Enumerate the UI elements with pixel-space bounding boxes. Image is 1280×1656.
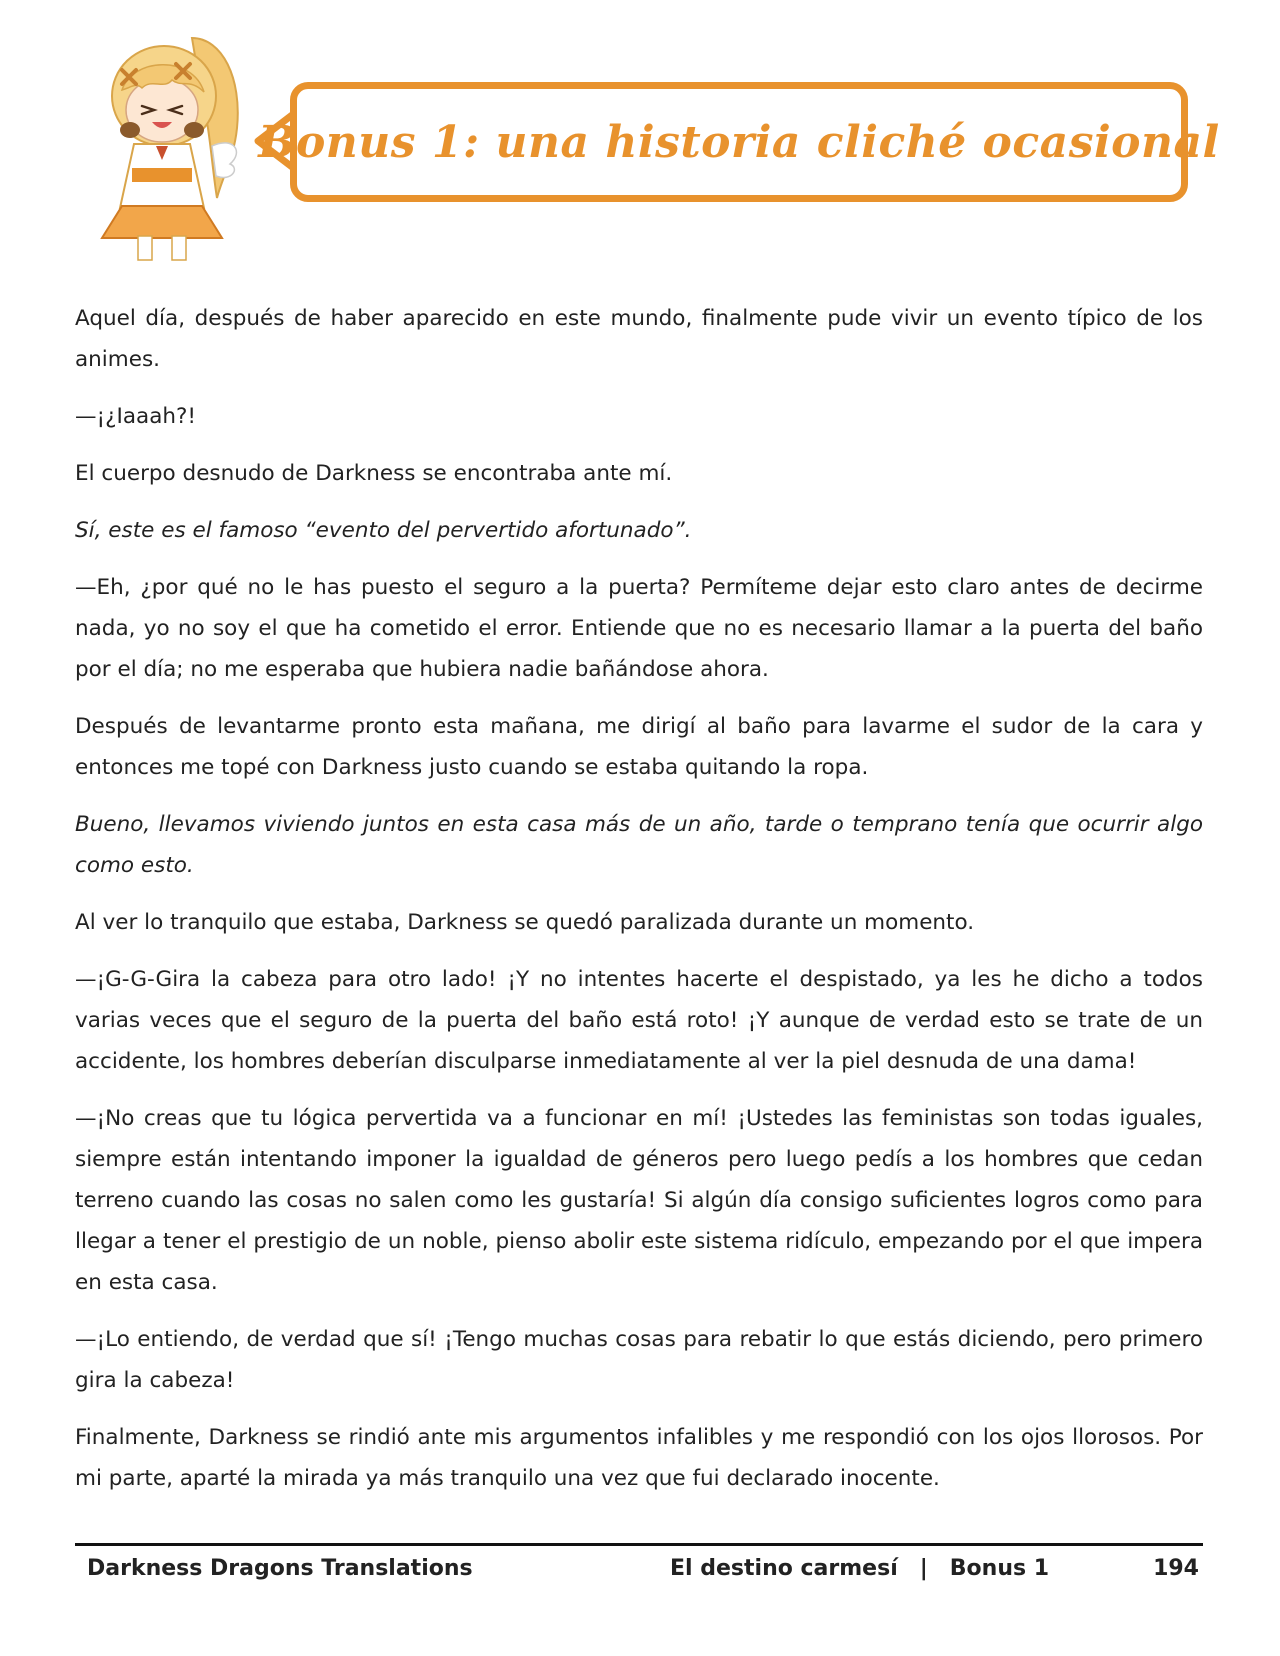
paragraph: —¡No creas que tu lógica pervertida va a funcionar en mí! ¡Ustedes las feministas son todas iguales, siempre están intentando imponer la igualdad de géneros pero luego pedís a los hombres que cedan terreno cuando las cosas no salen como les gustaría! Si algún día consigo suficientes logros como para llegar a tener el prestigio de un noble, pienso abolir este sistema ridículo, empezando por el que impera en esta casa.: [75, 1106, 1203, 1295]
paragraph: Bueno, llevamos viviendo juntos en esta casa más de un año, tarde o temprano tenía que ocurrir algo como esto.: [75, 812, 1203, 878]
paragraph: El cuerpo desnudo de Darkness se encontraba ante mí.: [75, 461, 673, 486]
page-footer: [75, 1556, 1203, 1592]
paragraph: Después de levantarme pronto esta mañana, me dirigí al baño para lavarme el sudor de la cara y entonces me topé con Darkness justo cuando se estaba quitando la ropa.: [75, 714, 1203, 780]
chibi-girl-mascot-icon: [72, 18, 262, 268]
chapter-title-box: [258, 82, 1220, 202]
footer-rule: [75, 1543, 1203, 1546]
paragraph: —Eh, ¿por qué no le has puesto el seguro a la puerta? Permíteme dejar esto claro antes de decirme nada, yo no soy el que ha cometido el error. Entiende que no es necesario llamar a la puerta del baño por el día; no me esperaba que hubiera nadie bañándose ahora.: [75, 575, 1203, 682]
chapter-label: Bonus 1: [949, 1556, 1050, 1581]
page-header: [0, 0, 1280, 280]
paragraph: Sí, este es el famoso “evento del pervertido afortunado”.: [75, 518, 692, 543]
paragraph: Al ver lo tranquilo que estaba, Darkness se quedó paralizada durante un momento.: [75, 910, 975, 935]
page-number: 194: [1153, 1556, 1199, 1581]
paragraph: Finalmente, Darkness se rindió ante mis argumentos infalibles y me respondió con los ojos llorosos. Por mi parte, aparté la mirada ya más tranquilo una vez que fui declarado inocente.: [75, 1425, 1203, 1491]
paragraph: —¡G-G-Gira la cabeza para otro lado! ¡Y no intentes hacerte el despistado, ya les he dicho a todos varias veces que el seguro de la puerta del baño está roto! ¡Y aunque de verdad esto se trate de un accidente, los hombres deberían disculparse inmediatamente al ver la piel desnuda de una dama!: [75, 967, 1203, 1074]
paragraph: —¡¿Iaaah?!: [75, 404, 197, 429]
footer-separator: |: [919, 1556, 928, 1581]
paragraph: —¡Lo entiendo, de verdad que sí! ¡Tengo muchas cosas para rebatir lo que estás diciendo, pero primero gira la cabeza!: [75, 1327, 1203, 1393]
translator-credit: Darkness Dragons Translations: [87, 1556, 473, 1581]
chapter-title: Bonus 1: una historia cliché ocasional: [258, 116, 1220, 168]
footer-right-group: [670, 1556, 1199, 1581]
paragraph: Aquel día, después de haber aparecido en este mundo, finalmente pude vivir un evento típico de los animes.: [75, 306, 1203, 372]
book-title: El destino carmesí: [670, 1556, 898, 1581]
chapter-body: [75, 298, 1203, 1515]
